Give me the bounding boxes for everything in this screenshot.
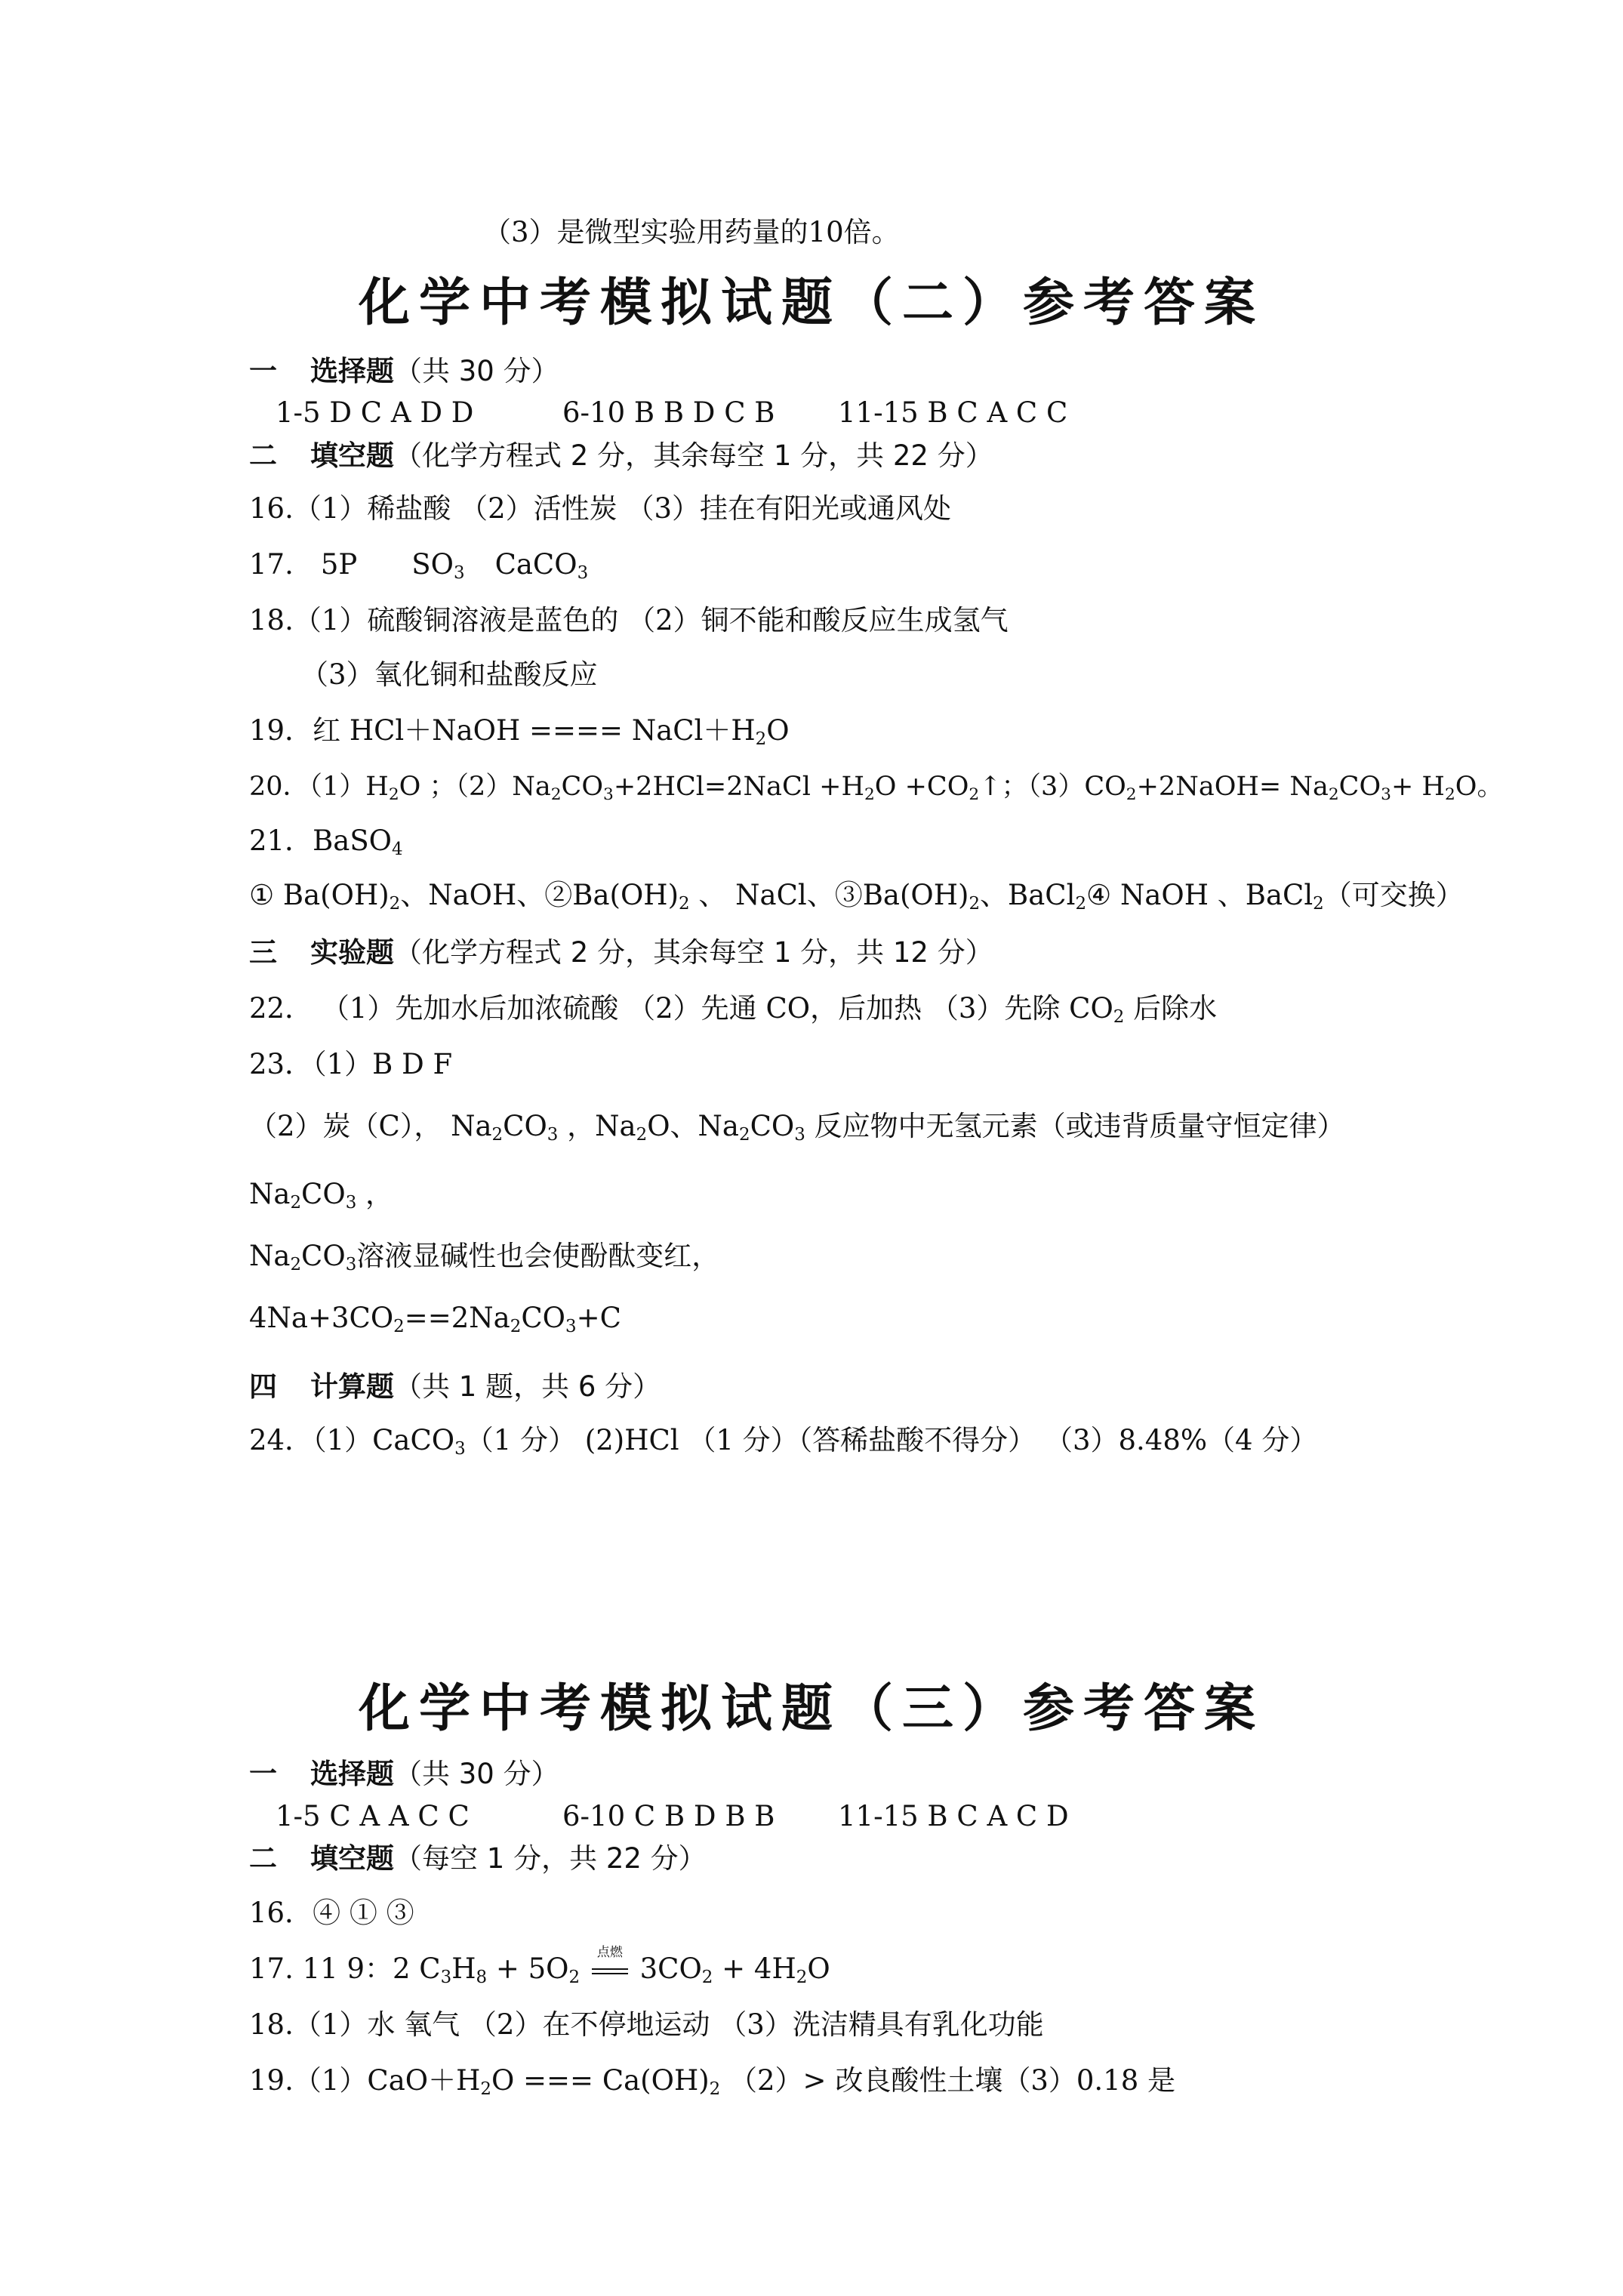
- exam2-q23-part1: 23．（1）B D F: [249, 1048, 453, 1080]
- exam3-q17: 17. 11 9：2 $C_3H_8 + 5O_2$ 点燃 $3CO_2 + 4H_2O$: [249, 1945, 830, 1987]
- section-name: 填空题: [310, 439, 394, 472]
- exam2-q23-part4: $Na_2CO_3$溶液显碱性也会使酚酞变红，: [249, 1240, 720, 1274]
- exam2-q23-part2: （2）炭（C）， $Na_2CO_3$ ，$Na_2O$、$Na_2CO_3$ 反应物中无氢元素（或违背质量守恒定律）: [249, 1110, 1345, 1145]
- exam2-q19: 19．红 HCl＋NaOH ==== $NaCl+H_2O$: [249, 714, 790, 749]
- exam2-q18-line2: （3）氧化铜和盐酸反应: [300, 658, 598, 691]
- exam2-section2-heading: [249, 439, 993, 473]
- section-note: （每空 1 分，共 22 分）: [394, 1842, 707, 1875]
- exam2-mc-6-10: 6-10 B B D C B: [562, 396, 775, 429]
- section-number: 二: [249, 439, 277, 472]
- exam3-section1-heading: [249, 1758, 559, 1791]
- exam3-title: 化学中考模拟试题（三）参考答案: [358, 1679, 1264, 1739]
- exam2-q23-part3: $Na_2CO_3$ ，: [249, 1178, 394, 1213]
- exam3-mc-11-15: 11-15 B C A C D: [838, 1800, 1069, 1832]
- exam2-q16: 16.（1）稀盐酸 （2）活性炭 （3）挂在有阳光或通风处: [249, 492, 951, 525]
- section-number: 二: [249, 1842, 277, 1875]
- section-note: （化学方程式 2 分，其余每空 1 分，共 22 分）: [394, 439, 993, 472]
- section-number: 一: [249, 1758, 277, 1790]
- exam2-section4-heading: [249, 1370, 661, 1404]
- exam3-section2-heading: [249, 1842, 707, 1875]
- section-note: （共 30 分）: [394, 355, 559, 387]
- top-note: （3）是微型实验用药量的10倍。: [483, 216, 900, 248]
- exam2-q21: 21．BaSO$_4$: [249, 824, 403, 859]
- section-number: 四: [249, 1370, 277, 1403]
- reaction-condition: 点燃: [589, 1952, 631, 1986]
- exam3-mc-6-10: 6-10 C B D B B: [562, 1800, 775, 1832]
- section-name: 选择题: [310, 355, 394, 387]
- section-note: （共 30 分）: [394, 1758, 559, 1790]
- section-name: 计算题: [310, 1370, 394, 1403]
- exam2-mc-11-15: 11-15 B C A C C: [838, 396, 1068, 429]
- exam2-q21-options: ① $Ba(OH)_2$、NaOH、$②Ba(OH)_2$ 、 NaCl、$③Ba(OH)_2$、BaCl$_2$④ NaOH 、BaCl$_2$（可交换）: [249, 879, 1464, 914]
- exam3-q18: 18.（1）水 氧气 （2）在不停地运动 （3）洗洁精具有乳化功能: [249, 2008, 1044, 2041]
- exam2-section3-heading: [249, 936, 993, 969]
- section-number: 三: [249, 936, 277, 969]
- section-name: 实验题: [310, 936, 394, 969]
- exam2-q22: 22． （1）先加水后加浓硫酸 （2）先通 CO，后加热 （3）先除 $CO_2$ 后除水: [249, 992, 1218, 1027]
- exam3-q19: $19.(1)CaO+H_2O$ === $Ca(OH)_2$ （2）> 改良酸性土壤（3）0.18 是: [249, 2064, 1175, 2099]
- exam2-q17: 17. 5P $SO_3$ CaCO$_3$: [249, 548, 589, 583]
- exam2-q18-line1: 18.（1）硫酸铜溶液是蓝色的 （2）铜不能和酸反应生成氢气: [249, 604, 1009, 636]
- exam2-q23-part5: $4Na+3CO_2==2Na_2CO_3+C$: [249, 1302, 621, 1336]
- exam2-section1-heading: [249, 355, 559, 388]
- exam3-mc-1-5: 1-5 C A A C C: [276, 1800, 470, 1832]
- section-note: （化学方程式 2 分，其余每空 1 分，共 12 分）: [394, 936, 993, 969]
- section-name: 选择题: [310, 1758, 394, 1790]
- section-number: 一: [249, 355, 277, 387]
- exam2-q24: 24．（1）CaCO$_3$（1 分） (2)HCl （1 分）（答稀盐酸不得分） （3）8.48%（4 分）: [249, 1424, 1318, 1459]
- section-name: 填空题: [310, 1842, 394, 1875]
- exam2-mc-1-5: 1-5 D C A D D: [276, 396, 474, 429]
- section-note: （共 1 题，共 6 分）: [394, 1370, 661, 1403]
- exam2-title: 化学中考模拟试题（二）参考答案: [358, 273, 1264, 333]
- exam2-q20: 20．$(1)H_2O$ ；$(2)Na_2CO_3+2HCl=2NaCl +H_2O$ $+CO_2↑$；$(3)CO_2+2NaOH= Na_2CO_3+ H_2O$。: [249, 772, 1504, 804]
- exam3-q16: 16．④ ① ③: [249, 1897, 414, 1929]
